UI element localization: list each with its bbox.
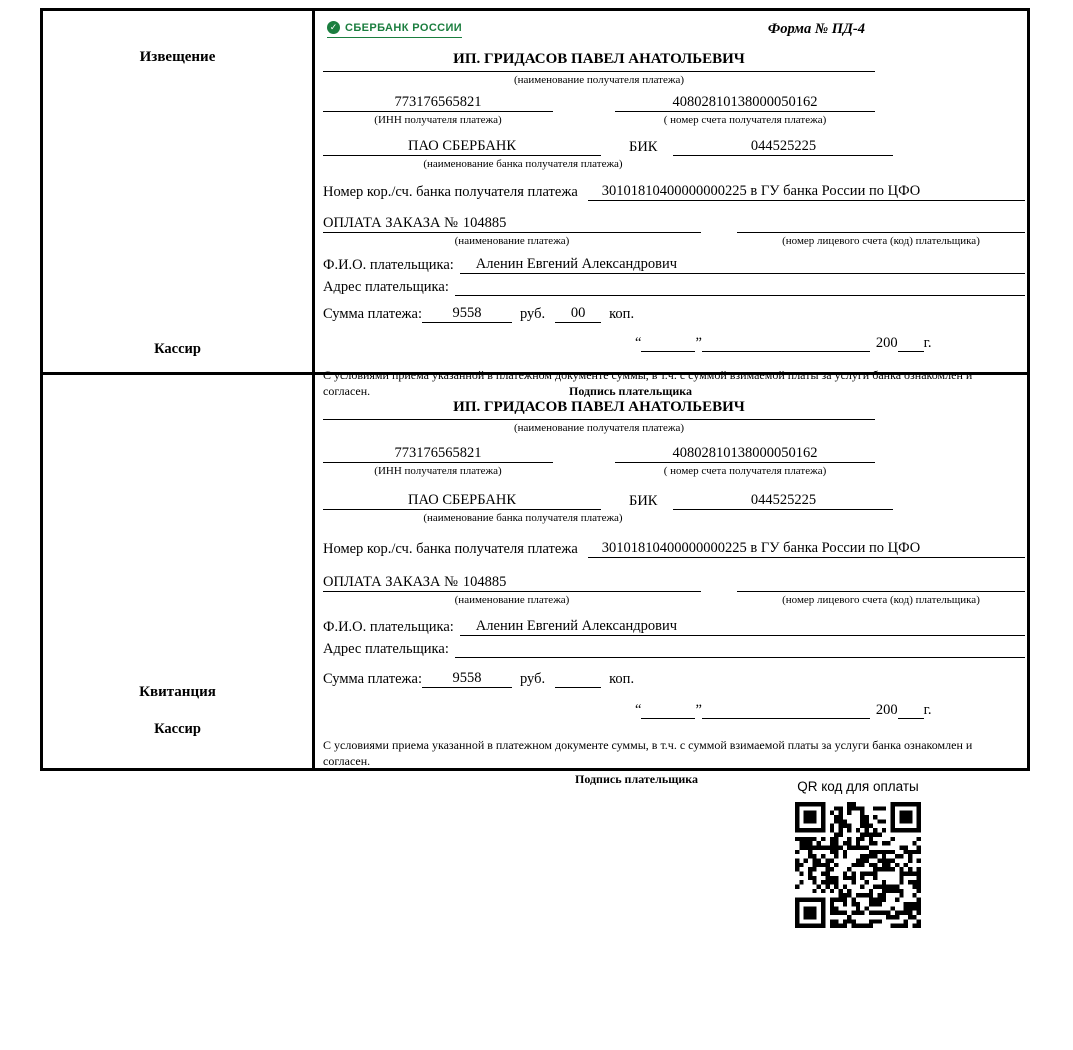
account-caption: ( номер счета получателя платежа) bbox=[663, 465, 827, 478]
bank-caption-row bbox=[323, 510, 1025, 525]
purpose-captions bbox=[323, 233, 1025, 248]
signature-label: Подпись плательщика bbox=[575, 772, 698, 787]
date-day-blank bbox=[641, 337, 695, 352]
corr-account-label: Номер кор./сч. банка получателя платежа bbox=[323, 540, 578, 557]
rub-label: руб. bbox=[520, 306, 546, 323]
account-caption: ( номер счета получателя платежа) bbox=[663, 114, 827, 127]
amount-label: Сумма платежа: bbox=[323, 306, 422, 323]
date-year-suffix: г. bbox=[923, 702, 932, 719]
notice-label: Извещение bbox=[139, 49, 216, 65]
purpose-label: ОПЛАТА ЗАКАЗА № bbox=[323, 573, 458, 590]
bik-value: 044525225 bbox=[673, 492, 893, 510]
payer-address-blank bbox=[455, 641, 1025, 658]
bik-label: БИК bbox=[629, 138, 658, 155]
payer-name-row bbox=[323, 256, 1025, 274]
date-close-quote: ” bbox=[695, 702, 702, 719]
recipient-name: ИП. ГРИДАСОВ ПАВЕЛ АНАТОЛЬЕВИЧ bbox=[323, 399, 875, 420]
date-row bbox=[635, 335, 981, 352]
date-year: 200 bbox=[875, 335, 898, 352]
payment-name-caption: (наименование платежа) bbox=[454, 234, 570, 247]
order-number: 104885 bbox=[462, 214, 507, 231]
bank-caption: (наименование банка получателя платежа) bbox=[423, 511, 623, 524]
date-month-blank bbox=[702, 337, 870, 352]
bank-row bbox=[323, 138, 1025, 156]
recipient-caption: (наименование получателя платежа) bbox=[513, 422, 685, 434]
corr-account-value: 30101810400000000225 в ГУ банка России по ЦФО bbox=[588, 183, 1025, 201]
qr-code bbox=[795, 802, 921, 928]
inn-caption: (ИНН получателя платежа) bbox=[374, 465, 502, 478]
sberbank-logo bbox=[327, 21, 462, 38]
payer-address-row bbox=[323, 279, 1025, 296]
date-day-blank bbox=[641, 704, 695, 719]
amount-kop-value: 00 bbox=[555, 305, 601, 323]
corr-account-label: Номер кор./сч. банка получателя платежа bbox=[323, 183, 578, 200]
date-open-quote: “ bbox=[635, 335, 642, 352]
inn-value: 773176565821 bbox=[323, 94, 553, 112]
notice-details bbox=[315, 11, 1027, 399]
amount-rub-value: 9558 bbox=[422, 670, 512, 688]
date-year-blank bbox=[898, 337, 924, 352]
amount-kop-value bbox=[555, 671, 601, 688]
form-title: Форма № ПД-4 bbox=[767, 21, 865, 37]
payer-name-label: Ф.И.О. плательщика: bbox=[323, 619, 454, 636]
form-header bbox=[323, 21, 1025, 51]
qr-block bbox=[783, 779, 933, 933]
personal-account-blank bbox=[737, 575, 1025, 592]
kop-label: коп. bbox=[609, 671, 635, 688]
payer-address-blank bbox=[455, 279, 1025, 296]
inn-caption: (ИНН получателя платежа) bbox=[374, 114, 502, 127]
inn-account-captions bbox=[323, 112, 1025, 127]
receipt-label: Квитанция bbox=[139, 684, 216, 700]
inn-account-captions bbox=[323, 463, 1025, 478]
notice-left-cell bbox=[43, 11, 315, 372]
payer-address-label: Адрес плательщика: bbox=[323, 641, 449, 658]
date-close-quote: ” bbox=[695, 335, 702, 352]
bik-label: БИК bbox=[629, 492, 658, 509]
payer-name-row bbox=[323, 618, 1025, 636]
terms-text: С условиями приема указанной в платежном документе суммы, в т.ч. с суммой взимаемой платы за услуги банка ознакомлен и согласен. bbox=[323, 368, 973, 399]
date-month-blank bbox=[702, 704, 870, 719]
rub-label: руб. bbox=[520, 671, 546, 688]
payer-name-value: Аленин Евгений Александрович bbox=[460, 256, 1025, 274]
personal-account-caption: (номер лицевого счета (код) плательщика) bbox=[782, 234, 980, 247]
inn-account-row bbox=[323, 445, 1025, 463]
amount-row bbox=[323, 305, 1025, 323]
date-year-suffix: г. bbox=[923, 335, 932, 352]
payment-purpose-row bbox=[323, 215, 1025, 233]
inn-value: 773176565821 bbox=[323, 445, 553, 463]
kop-label: коп. bbox=[609, 306, 635, 323]
purpose-label: ОПЛАТА ЗАКАЗА № bbox=[323, 214, 458, 231]
amount-row bbox=[323, 670, 1025, 688]
terms-block bbox=[323, 367, 983, 399]
corr-account-value: 30101810400000000225 в ГУ банка России по ЦФО bbox=[588, 540, 1025, 558]
corr-account-row bbox=[323, 540, 1025, 558]
recipient-name: ИП. ГРИДАСОВ ПАВЕЛ АНАТОЛЬЕВИЧ bbox=[323, 51, 875, 72]
personal-account-blank bbox=[737, 216, 1025, 233]
payer-address-label: Адрес плательщика: bbox=[323, 279, 449, 296]
payment-name-caption: (наименование платежа) bbox=[454, 593, 570, 606]
qr-label: QR код для оплаты bbox=[797, 779, 919, 794]
bik-value: 044525225 bbox=[673, 138, 893, 156]
cashier-label: Кассир bbox=[154, 721, 201, 737]
sberbank-logo-text: СБЕРБАНК РОССИИ bbox=[345, 21, 463, 34]
bank-caption: (наименование банка получателя платежа) bbox=[423, 157, 623, 170]
recipient-caption: (наименование получателя платежа) bbox=[513, 74, 685, 86]
bank-row bbox=[323, 492, 1025, 510]
amount-label: Сумма платежа: bbox=[323, 671, 422, 688]
date-year-blank bbox=[898, 704, 924, 719]
sberbank-emblem-icon: ✓ bbox=[327, 21, 340, 34]
account-value: 40802810138000050162 bbox=[615, 94, 875, 112]
payment-purpose-row bbox=[323, 574, 1025, 592]
notice-section bbox=[43, 11, 1027, 399]
payer-name-label: Ф.И.О. плательщика: bbox=[323, 257, 454, 274]
order-number: 104885 bbox=[462, 573, 507, 590]
date-open-quote: “ bbox=[635, 702, 642, 719]
bank-caption-row bbox=[323, 156, 1025, 171]
terms-text: С условиями приема указанной в платежном документе суммы, в т.ч. с суммой взимаемой платы за услуги банка ознакомлен и согласен. bbox=[323, 738, 973, 769]
date-year: 200 bbox=[875, 702, 898, 719]
payment-purpose bbox=[323, 574, 701, 592]
receipt-left-cell bbox=[43, 375, 315, 768]
purpose-captions bbox=[323, 592, 1025, 607]
inn-account-row bbox=[323, 94, 1025, 112]
date-row bbox=[635, 702, 981, 719]
bank-name: ПАО СБЕРБАНК bbox=[323, 492, 601, 510]
corr-account-row bbox=[323, 183, 1025, 201]
payment-purpose bbox=[323, 215, 701, 233]
payer-address-row bbox=[323, 641, 1025, 658]
payer-name-value: Аленин Евгений Александрович bbox=[460, 618, 1025, 636]
cashier-label: Кассир bbox=[154, 341, 201, 357]
amount-rub-value: 9558 bbox=[422, 305, 512, 323]
personal-account-caption: (номер лицевого счета (код) плательщика) bbox=[782, 593, 980, 606]
account-value: 40802810138000050162 bbox=[615, 445, 875, 463]
signature-label: Подпись плательщика bbox=[569, 384, 692, 399]
bank-name: ПАО СБЕРБАНК bbox=[323, 138, 601, 156]
